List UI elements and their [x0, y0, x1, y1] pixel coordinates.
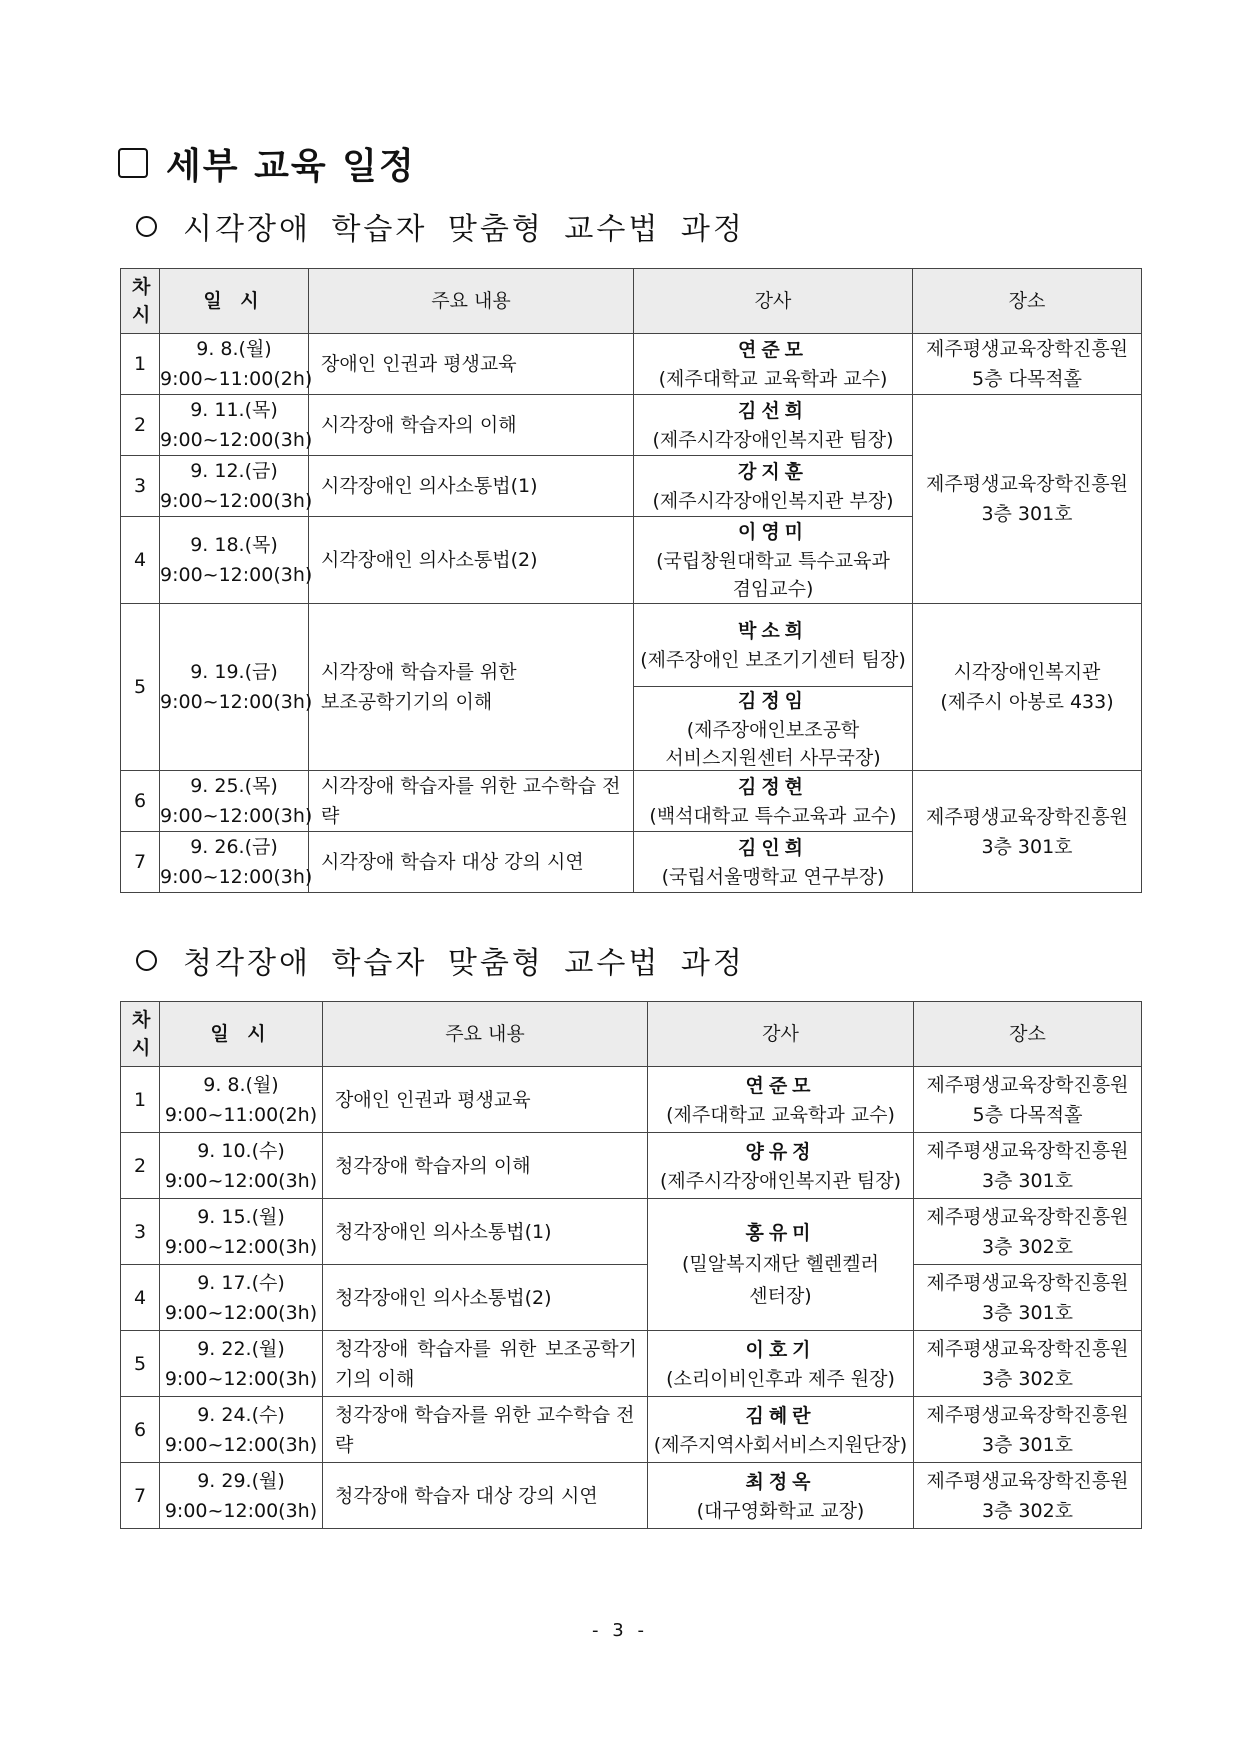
table-row: 5 9. 22.(월) 9:00~12:00(3h) 청각장애 학습자를 위한 보조공학기기의 이해 이호기 (소리이비인후과 제주 원장) 제주평생교육장학진흥원 3층 302호 — [121, 1331, 1142, 1397]
visual-course-table — [120, 268, 1142, 893]
table-row: 5 9. 19.(금) 9:00~12:00(3h) 시각장애 학습자를 위한 보조공학기기의 이해 박소희 (제주장애인 보조기기센터 팀장) 김정임 (제주장애인보조공학 서비스지원센터 사무국장) 시각장애인복지관 (제주시 아봉로 433) — [121, 604, 1142, 771]
checkbox-square-icon — [118, 148, 148, 178]
table-row: 7 9. 29.(월) 9:00~12:00(3h) 청각장애 학습자 대상 강의 시연 최정옥 (대구영화학교 교장) 제주평생교육장학진흥원 3층 302호 — [121, 1463, 1142, 1529]
table-row: 4 9. 18.(목) 9:00~12:00(3h) 시각장애인 의사소통법(2) 이영미 (국립창원대학교 특수교육과 겸임교수) — [121, 517, 1142, 604]
table-row: 6 9. 24.(수) 9:00~12:00(3h) 청각장애 학습자를 위한 교수학습 전략 김혜란 (제주지역사회서비스지원단장) 제주평생교육장학진흥원 3층 301호 — [121, 1397, 1142, 1463]
table-row: 2 9. 11.(목) 9:00~12:00(3h) 시각장애 학습자의 이해 김선희 (제주시각장애인복지관 팀장) 제주평생교육장학진흥원 3층 301호 — [121, 395, 1142, 456]
header-instructor: 강사 — [648, 1002, 914, 1067]
header-instructor: 강사 — [634, 269, 913, 334]
table-header-row — [121, 1002, 1142, 1067]
header-session: 차시 — [121, 269, 160, 334]
header-content: 주요 내용 — [323, 1002, 648, 1067]
page-title-text: 세부 교육 일정 — [166, 145, 416, 187]
table-header-row — [121, 269, 1142, 334]
header-content: 주요 내용 — [309, 269, 634, 334]
table-row: 6 9. 25.(목) 9:00~12:00(3h) 시각장애 학습자를 위한 교수학습 전략 김정현 (백석대학교 특수교육과 교수) 제주평생교육장학진흥원 3층 301호 — [121, 771, 1142, 832]
header-venue: 장소 — [914, 1002, 1142, 1067]
page-number: - 3 - — [592, 1620, 648, 1641]
table-row: 2 9. 10.(수) 9:00~12:00(3h) 청각장애 학습자의 이해 양유정 (제주시각장애인복지관 팀장) 제주평생교육장학진흥원 3층 301호 — [121, 1133, 1142, 1199]
header-session: 차시 — [121, 1002, 160, 1067]
section-1-title: 시각장애 학습자 맞춤형 교수법 과정 — [136, 204, 745, 248]
table-row: 3 9. 15.(월) 9:00~12:00(3h) 청각장애인 의사소통법(1) 홍유미 (밀알복지재단 헬렌켈러 센터장) 제주평생교육장학진흥원 3층 302호 — [121, 1199, 1142, 1265]
table-row: 4 9. 17.(수) 9:00~12:00(3h) 청각장애인 의사소통법(2) 제주평생교육장학진흥원 3층 301호 — [121, 1265, 1142, 1331]
table-row: 3 9. 12.(금) 9:00~12:00(3h) 시각장애인 의사소통법(1) 강지훈 (제주시각장애인복지관 부장) — [121, 456, 1142, 517]
circle-bullet-icon — [136, 950, 157, 971]
table-row: 1 9. 8.(월) 9:00~11:00(2h) 장애인 인권과 평생교육 연준모 (제주대학교 교육학과 교수) 제주평생교육장학진흥원 5층 다목적홀 — [121, 1067, 1142, 1133]
hearing-course-table — [120, 1001, 1142, 1529]
circle-bullet-icon — [136, 216, 157, 237]
table-row: 7 9. 26.(금) 9:00~12:00(3h) 시각장애 학습자 대상 강의 시연 김인희 (국립서울맹학교 연구부장) — [121, 832, 1142, 893]
header-datetime: 일 시 — [160, 1002, 323, 1067]
header-datetime: 일 시 — [160, 269, 309, 334]
page-title — [118, 138, 416, 188]
table-row: 1 9. 8.(월) 9:00~11:00(2h) 장애인 인권과 평생교육 연준모 (제주대학교 교육학과 교수) 제주평생교육장학진흥원 5층 다목적홀 — [121, 334, 1142, 395]
header-venue: 장소 — [913, 269, 1142, 334]
section-2-title: 청각장애 학습자 맞춤형 교수법 과정 — [136, 938, 745, 982]
